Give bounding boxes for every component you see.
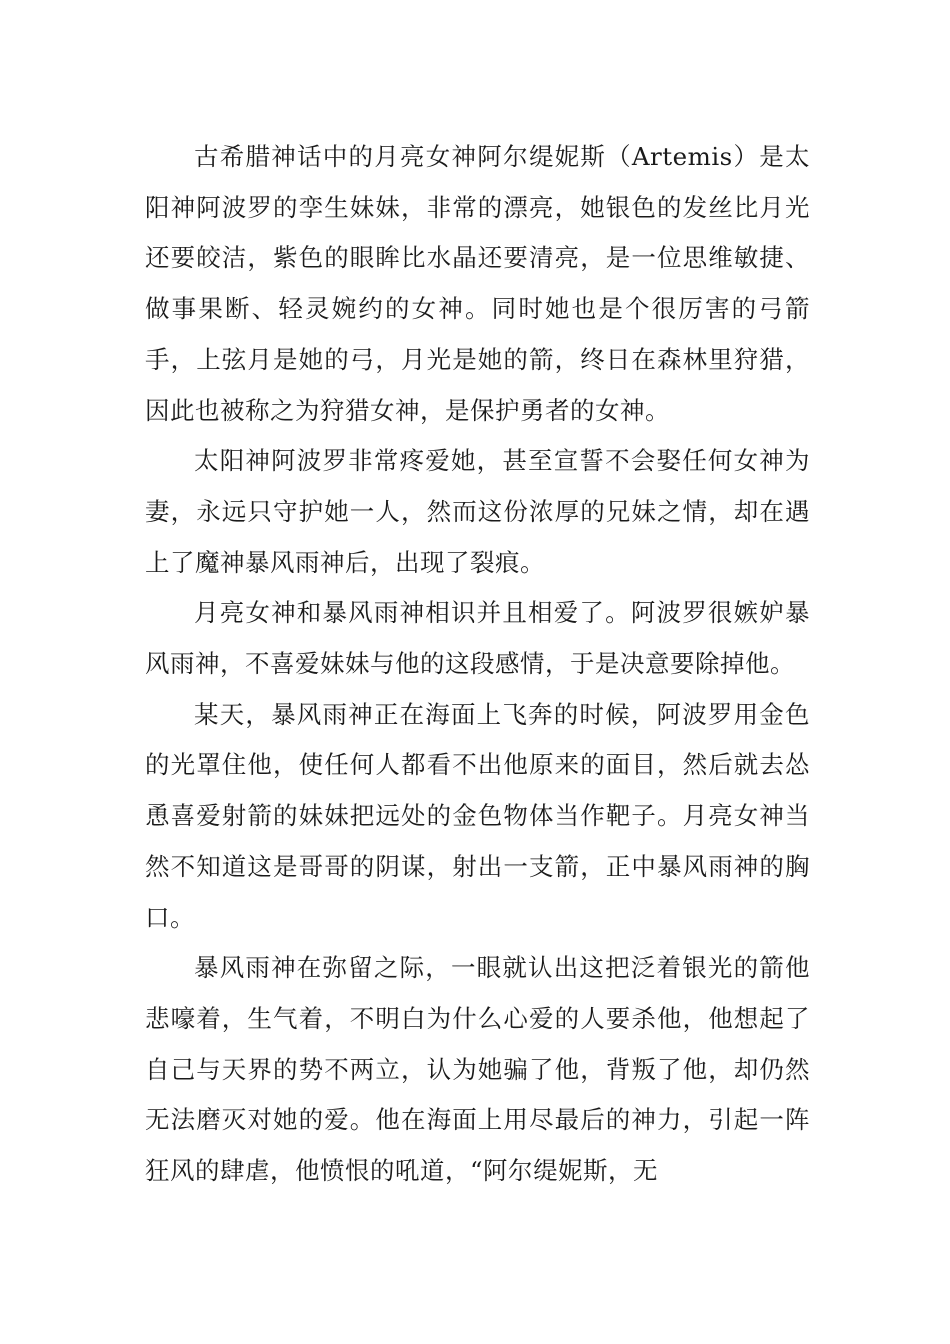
paragraph-5: 暴风雨神在弥留之际，一眼就认出这把泛着银光的箭他悲嚎着，生气着，不明白为什么心爱的人要杀他，他想起了自己与天界的势不两立，认为她骗了他，背叛了他，却仍然无法磨灭对她的爱。他在海面上用尽最后的神力，引起一阵狂风的肆虐，他愤恨的吼道，“阿尔缇妮斯，无 <box>145 953 810 1186</box>
paragraph-3: 月亮女神和暴风雨神相识并且相爱了。阿波罗很嫉妒暴风雨神，不喜爱妹妹与他的这段感情，于是决意要除掉他。 <box>145 598 810 679</box>
body-text <box>145 132 810 1197</box>
paragraph-4: 某天，暴风雨神正在海面上飞奔的时候，阿波罗用金色的光罩住他，使任何人都看不出他原来的面目，然后就去怂恿喜爱射箭的妹妹把远处的金色物体当作靶子。月亮女神当然不知道这是哥哥的阴谋，射出一支箭，正中暴风雨神的胸口。 <box>145 699 810 932</box>
paragraph-2: 太阳神阿波罗非常疼爱她，甚至宣誓不会娶任何女神为妻，永远只守护她一人，然而这份浓厚的兄妹之情，却在遇上了魔神暴风雨神后，出现了裂痕。 <box>145 446 810 577</box>
paragraph-1: 古希腊神话中的月亮女神阿尔缇妮斯（Artemis）是太阳神阿波罗的孪生妹妹，非常的漂亮，她银色的发丝比月光还要皎洁，紫色的眼眸比水晶还要清亮，是一位思维敏捷、做事果断、轻灵婉约的女神。同时她也是个很厉害的弓箭手，上弦月是她的弓，月光是她的箭，终日在森林里狩猎，因此也被称之为狩猎女神，是保护勇者的女神。 <box>145 142 810 425</box>
